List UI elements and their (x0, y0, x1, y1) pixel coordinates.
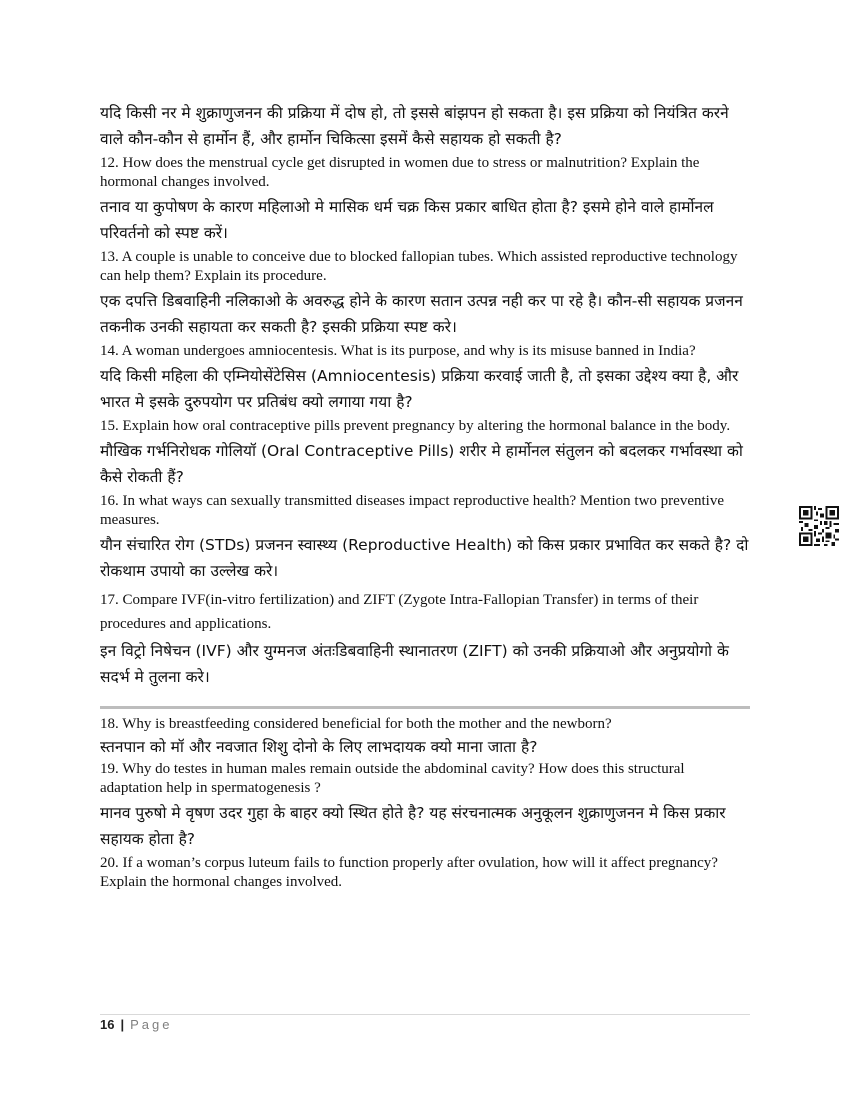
footer-separator: | (120, 1017, 125, 1032)
question-14-english: 14. A woman undergoes amniocentesis. What is its purpose, and why is its misuse banned in India? (100, 343, 696, 359)
question-14-hindi: यदि किसी महिला की एम्नियोसेंटेसिस (Amniocentesis) प्रक्रिया करवाई जाती है, तो इसका उद्देश्य क्या है, और भारत मे इसके दुरुपयोग पर प्रतिबंध क्यो लगाया गया है? (100, 367, 739, 411)
page-label: Page (130, 1017, 173, 1032)
question-16-hindi: यौन संचारित रोग (STDs) प्रजनन स्वास्थ्य (Reproductive Health) को किस प्रकार प्रभावित कर सकते है? दो रोकथाम उपायो का उल्लेख करे। (100, 536, 749, 580)
qr-code-icon[interactable] (799, 506, 839, 546)
page-footer (100, 1014, 750, 1032)
question-15-hindi: मौखिक गर्भनिरोधक गोलियॉ (Oral Contraceptive Pills) शरीर मे हार्मोनल संतुलन को बदलकर गर्भावस्था को कैसे रोकती हैं? (100, 442, 743, 486)
question-13-english: 13. A couple is unable to conceive due to blocked fallopian tubes. Which assisted reproductive technology can help them? Explain its procedure. (100, 249, 738, 284)
section-divider (100, 706, 750, 709)
question-12-hindi: तनाव या कुपोषण के कारण महिलाओ मे मासिक धर्म चक्र किस प्रकार बाधित होता है? इसमे होने वाले हार्मोनल परिवर्तनो को स्पष्ट करें। (100, 198, 714, 242)
question-17-hindi: इन विट्रो निषेचन (IVF) और युग्मनज अंतःडिबवाहिनी स्थानातरण (ZIFT) को उनकी प्रक्रियाओ और अनुप्रयोगो के सदर्भ मे तुलना करे। (100, 642, 729, 686)
question-18-english: 18. Why is breastfeeding considered beneficial for both the mother and the newborn? (100, 716, 612, 732)
question-12-english: 12. How does the menstrual cycle get disrupted in women due to stress or malnutrition? Explain the hormonal changes involved. (100, 155, 700, 190)
question-19-english: 19. Why do testes in human males remain outside the abdominal cavity? How does this structural adaptation help in spermatogenesis ? (100, 761, 685, 796)
question-13-hindi: एक दपत्ति डिबवाहिनी नलिकाओ के अवरुद्ध होने के कारण सतान उत्पन्न नही कर पा रहे है। कौन-सी सहायक प्रजनन तकनीक उनकी सहायता कर सकती है? इसकी प्रक्रिया स्पष्ट करे। (100, 292, 743, 336)
question-19-hindi: मानव पुरुषो मे वृषण उदर गुहा के बाहर क्यो स्थित होते है? यह संरचनात्मक अनुकूलन शुक्राणुजनन मे किस प्रकार सहायक होता है? (100, 804, 726, 848)
question-18-hindi: स्तनपान को मॉ और नवजात शिशु दोनो के लिए लाभदायक क्यो माना जाता है? (100, 738, 538, 756)
page-number: 16 (100, 1017, 115, 1032)
question-20-english: 20. If a woman’s corpus luteum fails to function properly after ovulation, how will it affect pregnancy? Explain the hormonal changes involved. (100, 855, 718, 890)
question-11-hindi: यदि किसी नर मे शुक्राणुजनन की प्रक्रिया में दोष हो, तो इससे बांझपन हो सकता है। इस प्रक्रिया को नियंत्रित करने वाले कौन-कौन से हार्मोन हैं, और हार्मोन चिकित्सा इसमें कैसे सहायक हो सकती है? (100, 104, 729, 148)
question-17-english: 17. Compare IVF(in-vitro fertilization) and ZIFT (Zygote Intra-Fallopian Transfer) in terms of their procedures and applications. (100, 592, 699, 632)
question-15-english: 15. Explain how oral contraceptive pills prevent pregnancy by altering the hormonal balance in the body. (100, 418, 731, 434)
question-content (100, 100, 750, 892)
question-16-english: 16. In what ways can sexually transmitted diseases impact reproductive health? Mention two preventive measures. (100, 493, 724, 528)
